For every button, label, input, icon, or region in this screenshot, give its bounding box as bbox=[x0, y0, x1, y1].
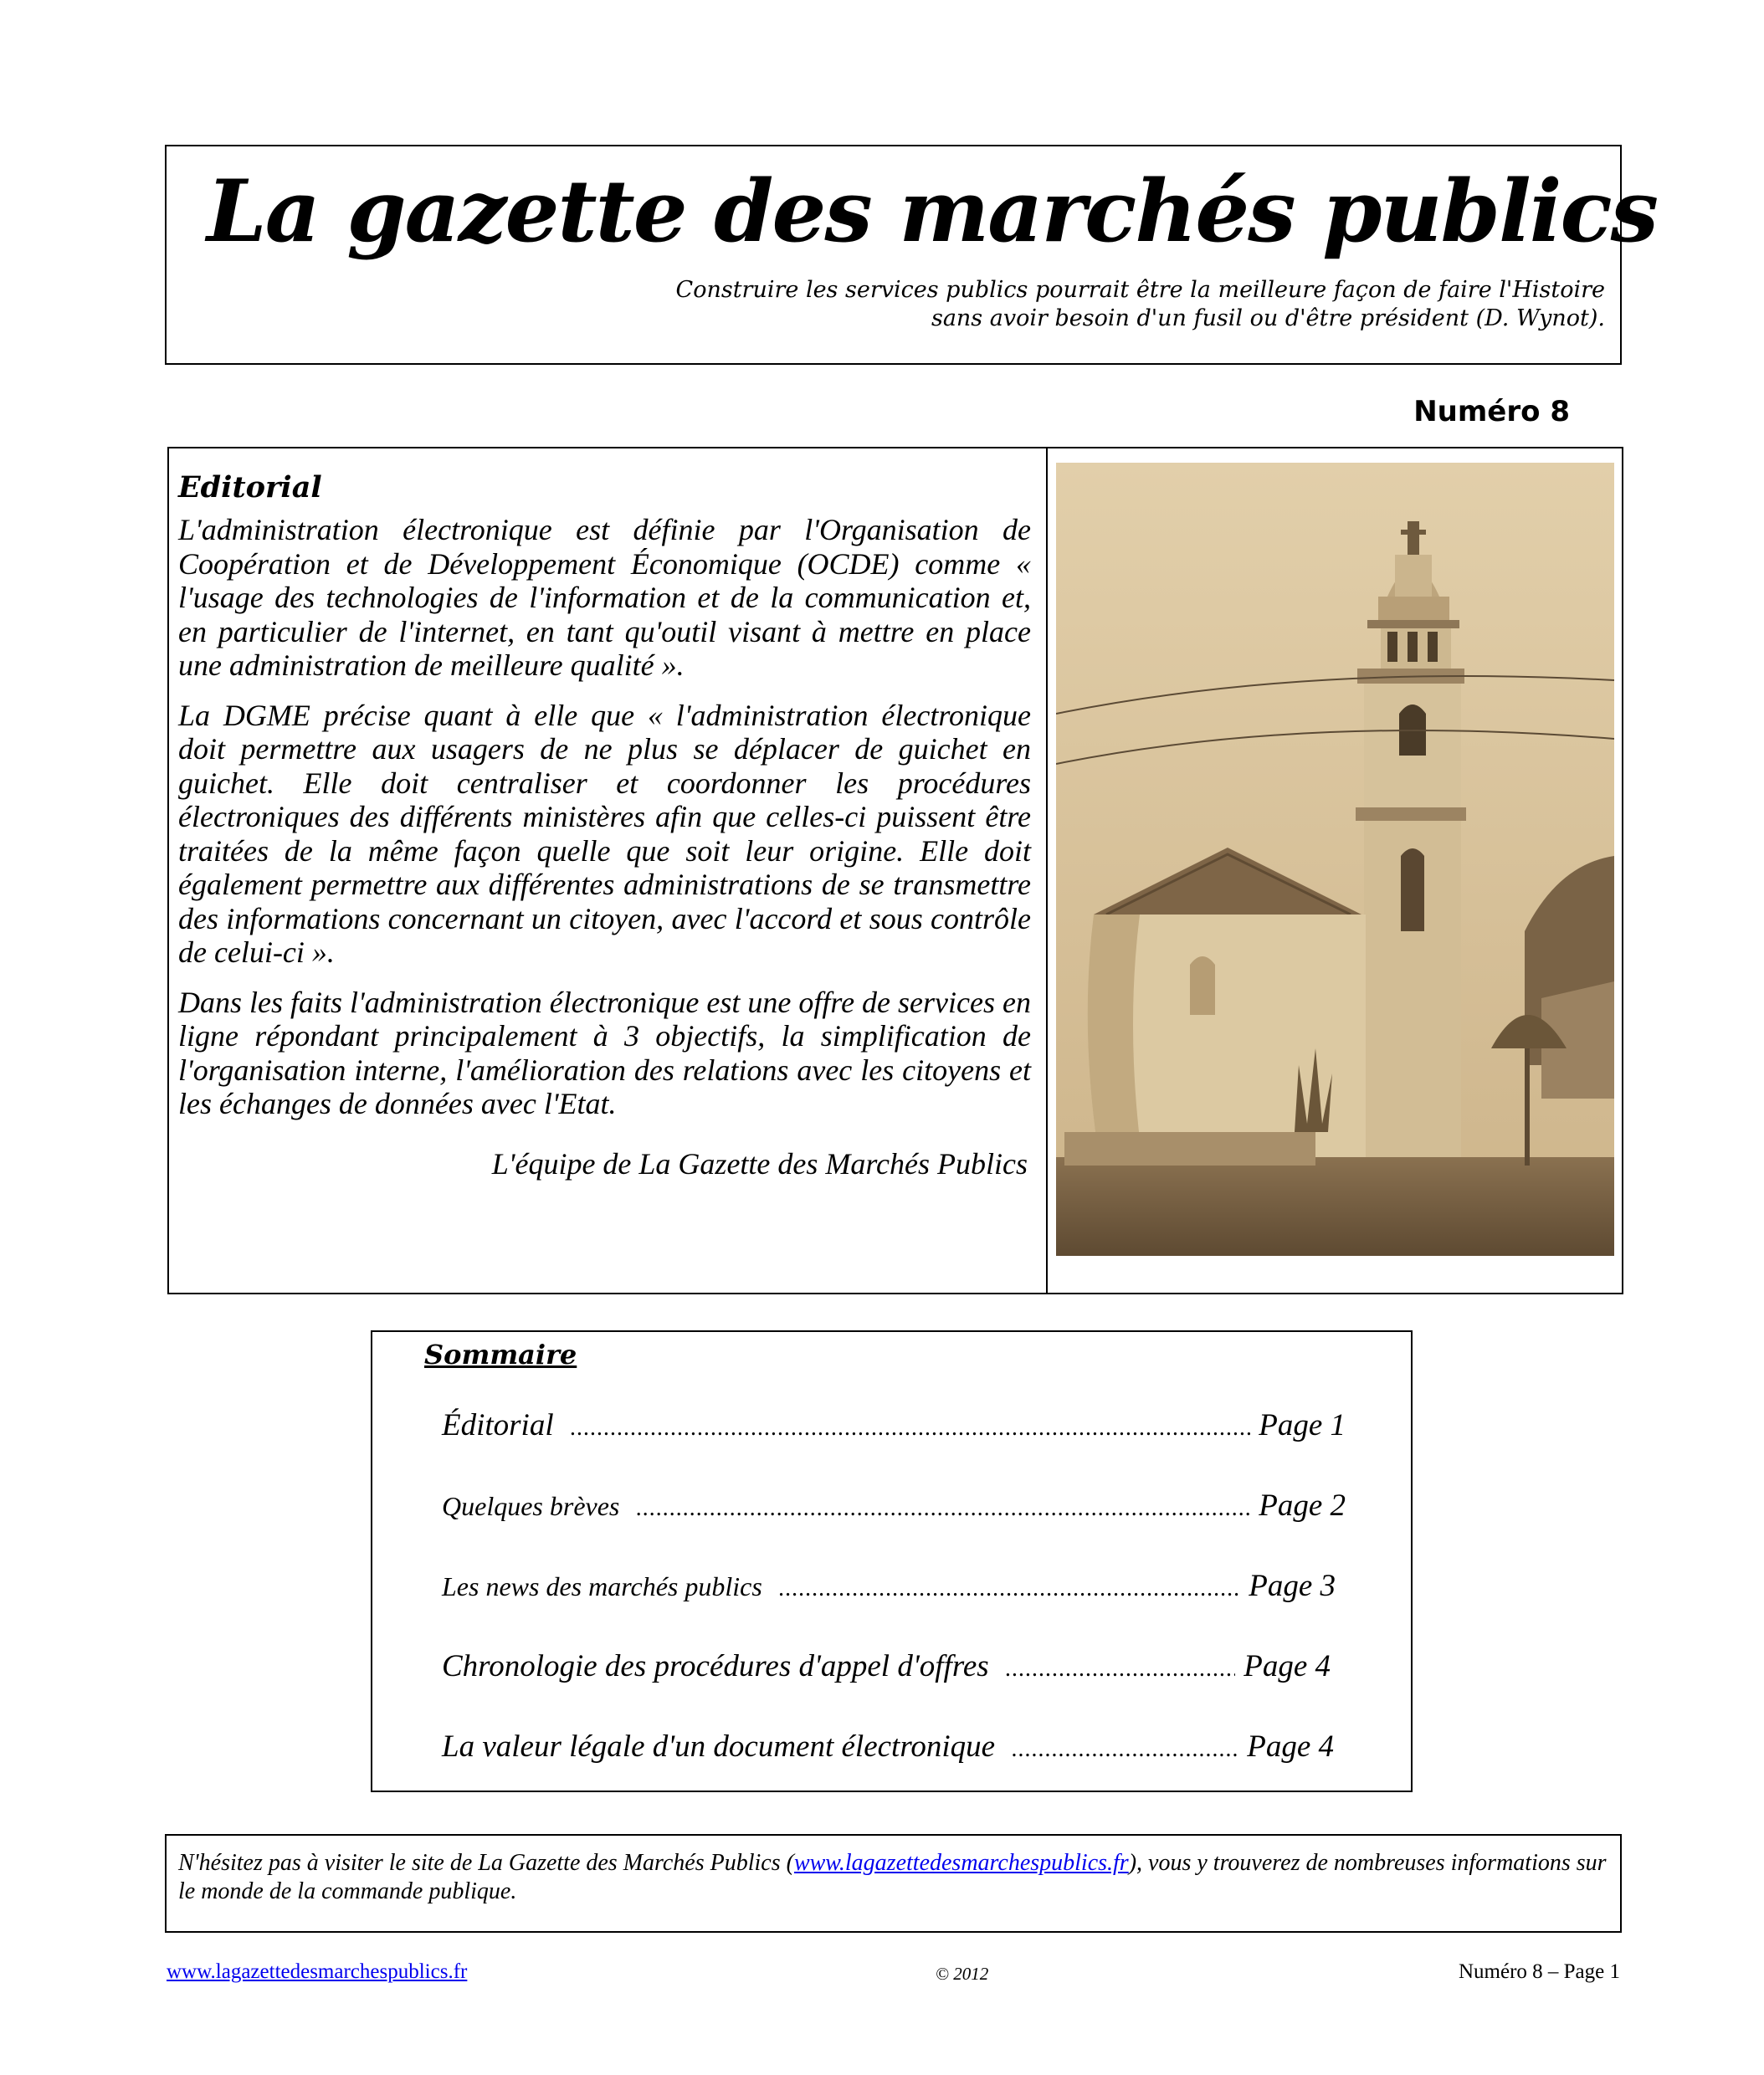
summary-item-title: Quelques brèves bbox=[442, 1491, 620, 1521]
summary-box bbox=[371, 1330, 1413, 1792]
leader-dots bbox=[1012, 1736, 1238, 1763]
masthead-box bbox=[165, 145, 1658, 365]
summary-item-chronologie[interactable] bbox=[442, 1648, 1331, 1690]
summary-heading: Sommaire bbox=[424, 1339, 577, 1371]
editorial-paragraph-2: La DGME précise quant à elle que « l'administration électronique doit permettre aux usagers de ne plus se déplacer de guichet en guichet. Elle doit centraliser et coordonner les procédures électroniques des différents ministères afin que celles-ci puissent être traitées de la même façon quelle que soit leur origine. Elle doit également permettre aux différentes administrations de se transmettre des informations concernant un citoyen, avec l'accord et sous contrôle de celui-ci ». bbox=[178, 698, 1031, 969]
editorial-section bbox=[167, 447, 1623, 1294]
summary-item-title: Chronologie des procédures d'appel d'offres bbox=[442, 1649, 989, 1683]
leader-dots bbox=[571, 1415, 1251, 1442]
summary-item-title: Éditorial bbox=[442, 1408, 554, 1442]
summary-item-editorial[interactable] bbox=[442, 1407, 1346, 1449]
summary-item-page: Page 1 bbox=[1259, 1408, 1346, 1442]
summary-item-page: Page 3 bbox=[1249, 1569, 1336, 1603]
footer-website-link[interactable]: www.lagazettedesmarchespublics.fr bbox=[167, 1960, 468, 1983]
notice-text-before: N'hésitez pas à visiter le site de La Gazette des Marchés Publics ( bbox=[178, 1850, 794, 1876]
editorial-column bbox=[169, 448, 1048, 1293]
footer-copyright: © 2012 bbox=[936, 1964, 989, 1984]
footer-page-number: Numéro 8 – Page 1 bbox=[1458, 1960, 1620, 1983]
issue-number: Numéro 8 bbox=[1413, 395, 1570, 428]
tagline-line-2: sans avoir besoin d'un fusil ou d'être président (D. Wynot). bbox=[931, 305, 1605, 331]
masthead-tagline bbox=[266, 276, 1605, 333]
summary-item-news[interactable] bbox=[442, 1568, 1336, 1610]
editorial-signature: L'équipe de La Gazette des Marchés Publics bbox=[491, 1146, 1028, 1181]
summary-item-page: Page 4 bbox=[1247, 1729, 1334, 1764]
publication-title: La gazette des marchés publics bbox=[207, 161, 1658, 262]
summary-item-valeur-legale[interactable] bbox=[442, 1729, 1334, 1770]
website-link[interactable]: www.lagazettedesmarchespublics.fr bbox=[793, 1850, 1129, 1876]
website-notice bbox=[165, 1834, 1622, 1933]
summary-item-breves[interactable] bbox=[442, 1488, 1346, 1529]
summary-item-title: Les news des marchés publics bbox=[442, 1571, 762, 1601]
editorial-paragraph-3: Dans les faits l'administration électronique est une offre de services en ligne répondant principalement à 3 objectifs, la simplification de l'organisation interne, l'amélioration des relations avec les citoyens et les échanges de données avec l'Etat. bbox=[178, 985, 1031, 1120]
editorial-paragraph-1: L'administration électronique est définie par l'Organisation de Coopération et de Développement Économique (OCDE) comme « l'usage des technologies de l'information et de la communication et, en particulier de l'internet, en tant qu'outil visant à mettre en place une administration de meilleure qualité ». bbox=[178, 513, 1031, 682]
editorial-heading: Editorial bbox=[178, 470, 322, 505]
leader-dots bbox=[1006, 1656, 1236, 1683]
church-bell-tower-photo bbox=[1056, 463, 1614, 1256]
summary-item-title: La valeur légale d'un document électronique bbox=[442, 1729, 996, 1764]
tagline-line-1: Construire les services publics pourrait être la meilleure façon de faire l'Histoire bbox=[675, 277, 1605, 303]
notice-text-after: ), vous y trouverez de nombreuses informations sur le monde de la commande publique. bbox=[178, 1850, 1607, 1904]
leader-dots bbox=[636, 1495, 1250, 1522]
leader-dots bbox=[779, 1575, 1240, 1602]
summary-item-page: Page 2 bbox=[1259, 1488, 1346, 1523]
summary-item-page: Page 4 bbox=[1244, 1649, 1331, 1683]
